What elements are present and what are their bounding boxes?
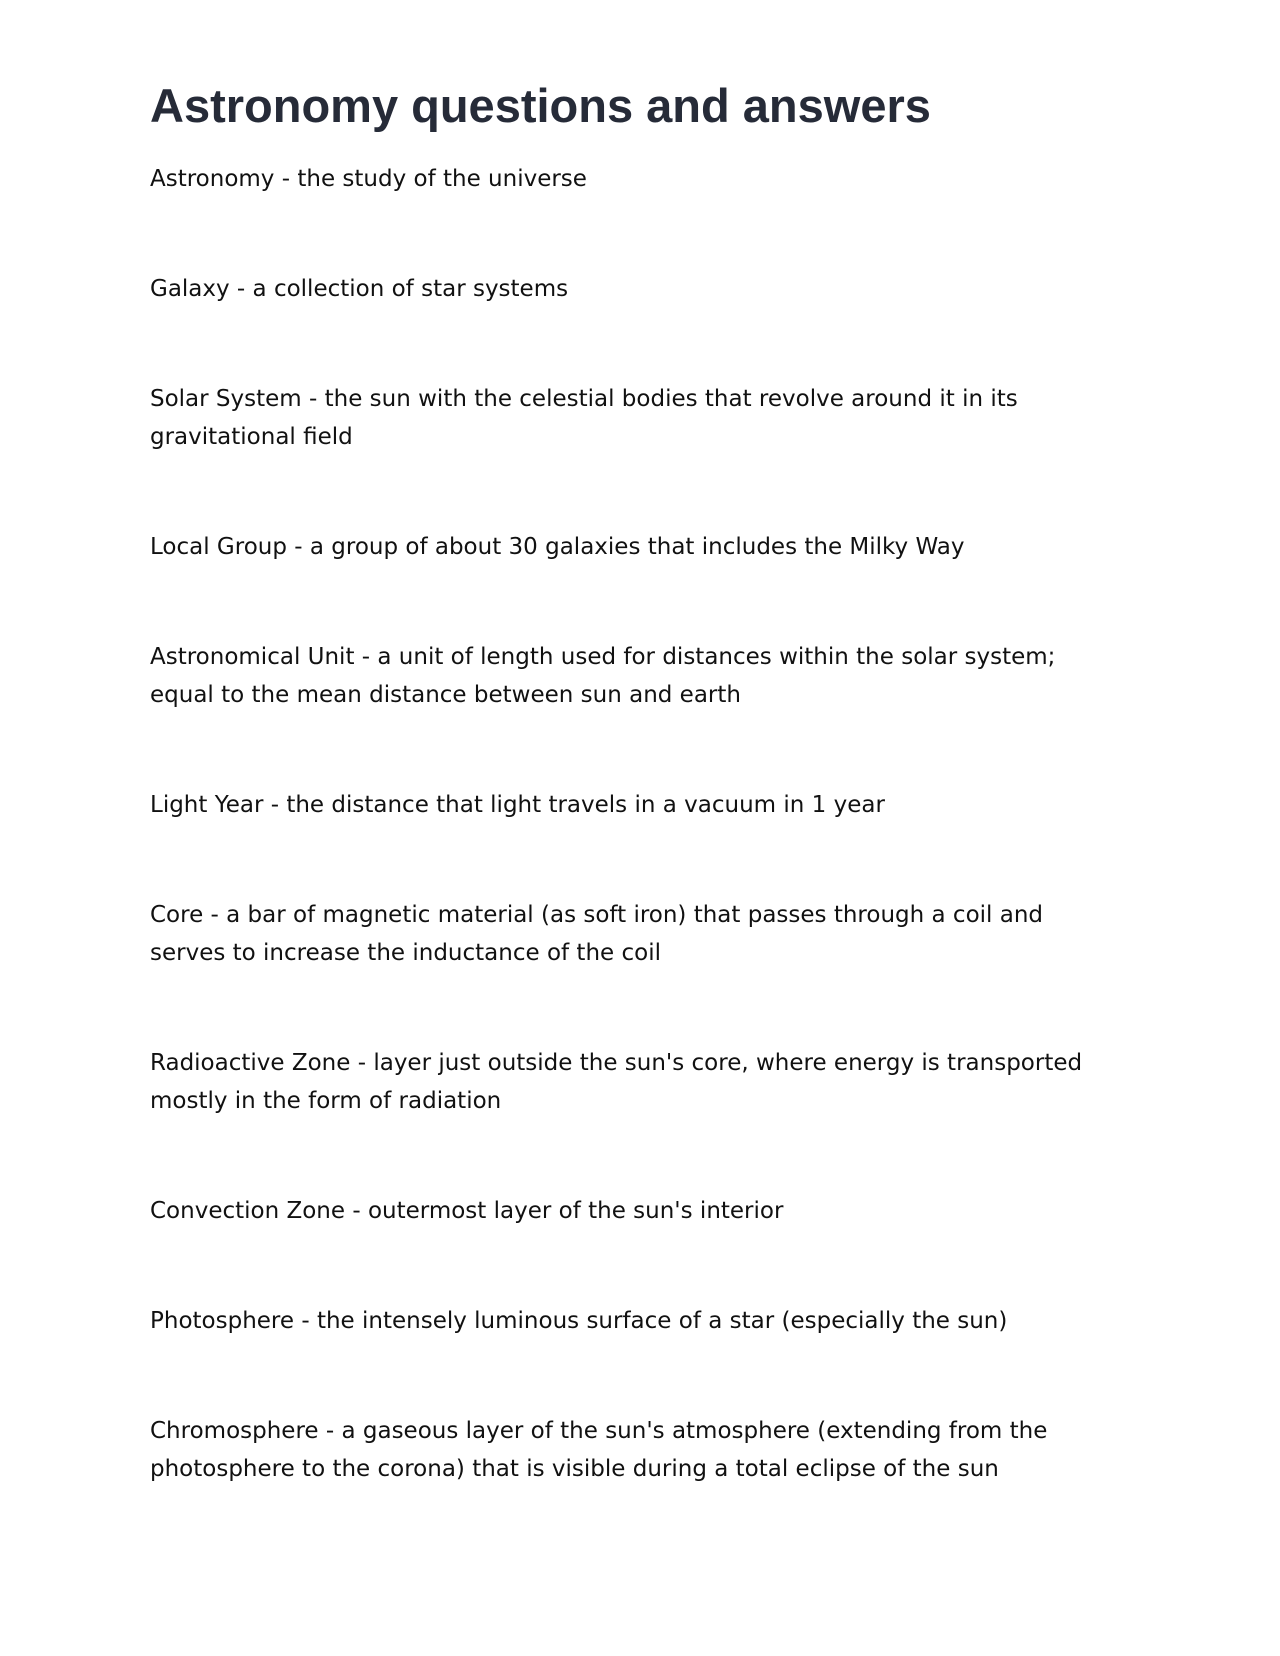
page-title: Astronomy questions and answers [150, 79, 931, 132]
definition-list [150, 160, 1110, 1488]
definition-entry-local-group: Local Group - a group of about 30 galaxies that includes the Milky Way [150, 534, 965, 560]
definition-entry-astronomy: Astronomy - the study of the universe [150, 166, 587, 192]
definition-entry-convection-zone: Convection Zone - outermost layer of the sun's interior [150, 1198, 784, 1224]
definition-entry-radioactive-zone: Radioactive Zone - layer just outside the sun's core, where energy is transported mostly in the form of radiation [150, 1050, 1083, 1114]
definition-entry-photosphere: Photosphere - the intensely luminous surface of a star (especially the sun) [150, 1308, 1008, 1334]
definition-entry-astronomical-unit: Astronomical Unit - a unit of length used for distances within the solar system; equal to the mean distance between sun and earth [150, 644, 1056, 708]
definition-entry-core: Core - a bar of magnetic material (as soft iron) that passes through a coil and serves to increase the inductance of the coil [150, 902, 1044, 966]
definition-entry-solar-system: Solar System - the sun with the celestial bodies that revolve around it in its gravitational field [150, 386, 1018, 450]
definition-entry-chromosphere: Chromosphere - a gaseous layer of the sun's atmosphere (extending from the photosphere to the corona) that is visible during a total eclipse of the sun [150, 1418, 1048, 1482]
definition-entry-light-year: Light Year - the distance that light travels in a vacuum in 1 year [150, 792, 885, 818]
definition-entry-galaxy: Galaxy - a collection of star systems [150, 276, 569, 302]
